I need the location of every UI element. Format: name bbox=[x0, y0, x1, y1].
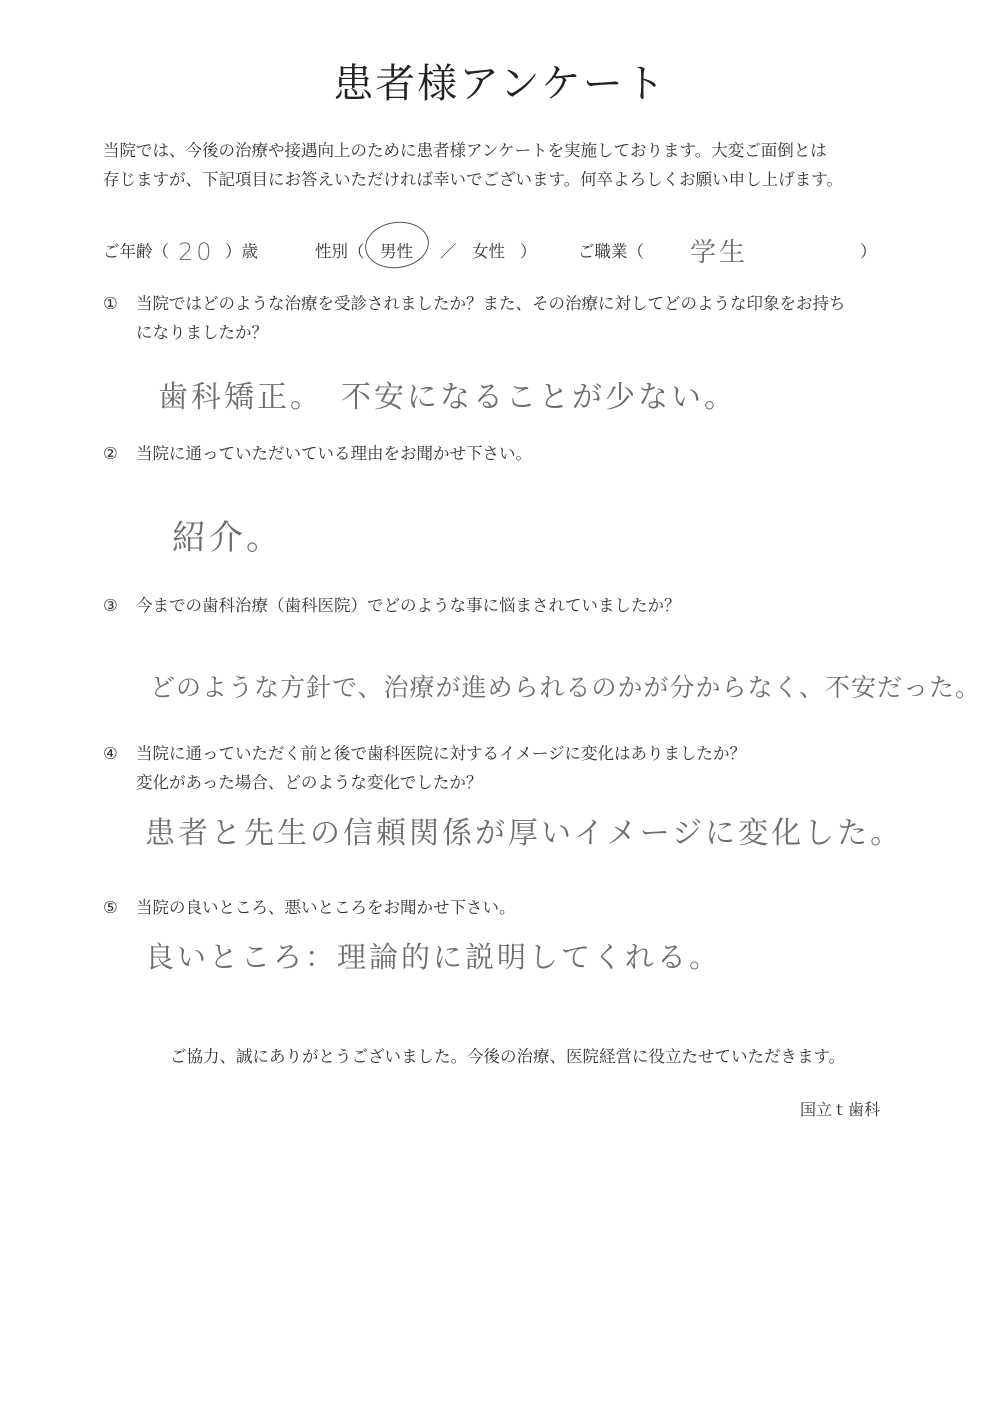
question-1-line-2: になりましたか？ bbox=[136, 323, 268, 342]
closing-message: ご協力、誠にありがとうございました。今後の治療、医院経営に役立たせていただきます。 bbox=[170, 1047, 846, 1066]
question-4-number: ④ bbox=[103, 744, 118, 763]
answer-4[interactable]: 患者と先生の信頼関係が厚いイメージに変化した。 bbox=[145, 816, 904, 851]
question-2-number: ② bbox=[103, 444, 118, 463]
job-label: ご職業（ bbox=[578, 242, 644, 261]
clinic-name: 国立ｔ歯科 bbox=[800, 1100, 881, 1119]
answer-3[interactable]: どのような方針で、治療が進められるのかが分からなく、不安だった。 bbox=[150, 673, 982, 702]
gender-label: 性別（ bbox=[315, 242, 365, 261]
intro-line-1: 当院では、今後の治療や接遇向上のために患者様アンケートを実施しております。大変ご面倒とは bbox=[103, 141, 827, 160]
question-4-line-1: 当院に通っていただく前と後で歯科医院に対するイメージに変化はありましたか？ bbox=[136, 744, 747, 763]
answer-5[interactable]: 良いところ：理論的に説明してくれる。 bbox=[145, 940, 722, 974]
question-3-line-1: 今までの歯科治療（歯科医院）でどのような事に悩まされていましたか？ bbox=[136, 596, 681, 615]
gender-separator: ／ bbox=[440, 242, 457, 261]
question-2-line-1: 当院に通っていただいている理由をお聞かせ下さい。 bbox=[136, 444, 532, 463]
job-value[interactable]: 学生 bbox=[690, 238, 749, 268]
answer-1[interactable]: 歯科矯正。 不安になることが少ない。 bbox=[158, 380, 737, 415]
question-1 bbox=[103, 289, 903, 347]
intro-line-2: 存じますが、下記項目にお答えいただければ幸いでございます。何卒よろしくお願い申し上げます。 bbox=[103, 170, 843, 189]
age-value[interactable]: 20 bbox=[178, 238, 215, 266]
gender-close: ） bbox=[520, 242, 537, 261]
age-suffix: ）歳 bbox=[225, 242, 258, 261]
gender-option-male[interactable]: 男性 bbox=[380, 242, 413, 261]
question-4-line-2: 変化があった場合、どのような変化でしたか？ bbox=[136, 773, 483, 792]
page-title: 患者様アンケート bbox=[333, 61, 667, 107]
question-1-number: ① bbox=[103, 294, 118, 313]
intro-text bbox=[103, 136, 843, 194]
age-label: ご年齢（ bbox=[103, 242, 169, 261]
question-4 bbox=[103, 739, 903, 797]
gender-option-female[interactable]: 女性 bbox=[472, 242, 505, 261]
question-1-line-1: 当院ではどのような治療を受診されましたか？また、その治療に対してどのような印象をお持ち bbox=[136, 294, 846, 313]
answer-2[interactable]: 紹介。 bbox=[172, 518, 283, 558]
question-3 bbox=[103, 591, 903, 620]
question-3-number: ③ bbox=[103, 596, 118, 615]
question-5 bbox=[103, 893, 903, 922]
question-2 bbox=[103, 439, 903, 468]
question-5-line-1: 当院の良いところ、悪いところをお聞かせ下さい。 bbox=[136, 898, 516, 917]
question-5-number: ⑤ bbox=[103, 898, 118, 917]
job-close: ） bbox=[860, 242, 877, 261]
